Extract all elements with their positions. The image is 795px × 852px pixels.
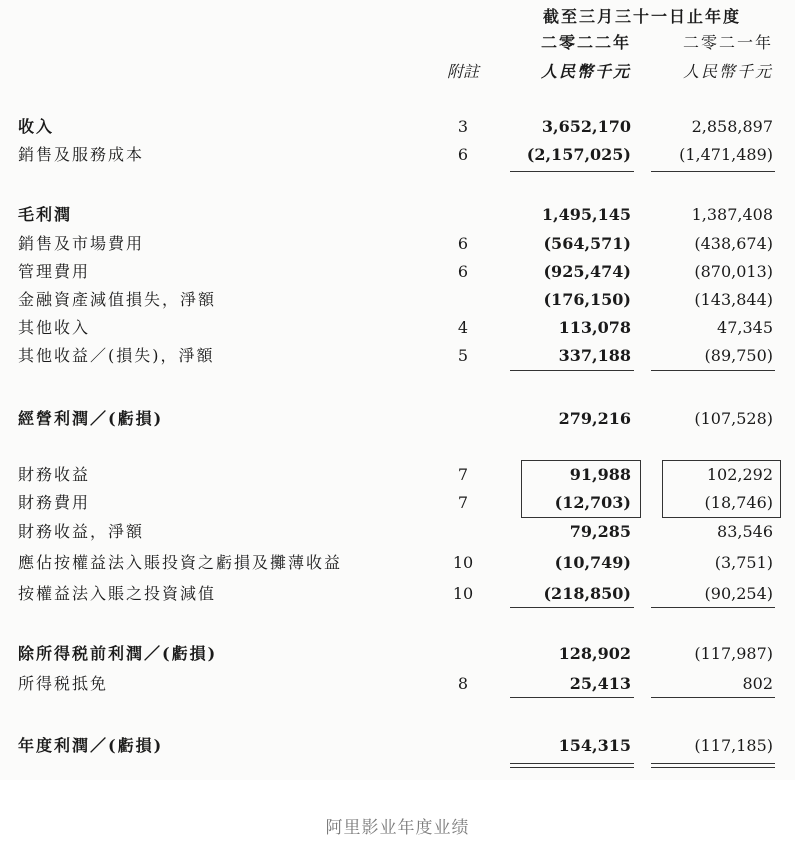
row-value-2022: 128,902	[558, 644, 631, 663]
row-label: 除所得税前利潤／(虧損)	[18, 644, 218, 663]
row-value-2022: 91,988	[569, 465, 631, 484]
row-value-2022: 113,078	[558, 318, 631, 337]
row-value-2021: (3,751)	[714, 553, 773, 572]
row-value-2022: (925,474)	[543, 262, 631, 281]
note-header: 附註	[446, 62, 479, 81]
row-value-2021: (107,528)	[694, 409, 773, 428]
period-header: 截至三月三十一日止年度	[542, 7, 741, 26]
subtotal-rule-2021	[651, 697, 775, 698]
row-value-2021: 102,292	[706, 465, 773, 484]
row-note: 7	[457, 465, 469, 484]
col-2021-header: 二零二一年	[682, 33, 773, 52]
row-label: 其他收益／(損失)，淨額	[18, 346, 215, 365]
caption: 阿里影业年度业绩	[325, 818, 470, 838]
row-label: 年度利潤／(虧損)	[18, 736, 164, 755]
subtotal-rule-2021	[651, 171, 775, 172]
subtotal-rule-2021	[651, 370, 775, 371]
row-label: 所得税抵免	[18, 674, 109, 693]
row-value-2021: (18,746)	[704, 493, 773, 512]
finance-box-2022	[521, 460, 641, 518]
row-value-2022: (564,571)	[543, 234, 631, 253]
row-label: 毛利潤	[18, 205, 73, 224]
row-value-2022: (2,157,025)	[526, 145, 631, 164]
subtotal-rule-2022	[510, 370, 634, 371]
row-value-2021: 83,546	[717, 522, 773, 541]
row-label: 管理費用	[18, 262, 91, 281]
row-label: 財務收益，淨額	[18, 522, 145, 541]
unit-2021-header: 人民幣千元	[682, 62, 773, 81]
row-note: 6	[457, 262, 469, 281]
row-value-2022: 79,285	[569, 522, 631, 541]
unit-2022-header: 人民幣千元	[540, 62, 631, 81]
row-label: 銷售及服務成本	[18, 145, 145, 164]
row-note: 5	[457, 346, 469, 365]
row-value-2021: (870,013)	[694, 262, 773, 281]
row-value-2021: (438,674)	[694, 234, 773, 253]
row-label: 收入	[18, 117, 55, 136]
row-value-2021: 2,858,897	[691, 117, 773, 136]
row-value-2021: (117,987)	[694, 644, 773, 663]
subtotal-rule-2022	[510, 171, 634, 172]
total-double-rule-2021	[651, 763, 775, 764]
row-value-2021: 1,387,408	[691, 205, 773, 224]
row-label: 應佔按權益法入賬投資之虧損及攤薄收益	[18, 553, 343, 572]
row-value-2022: 1,495,145	[541, 205, 631, 224]
row-value-2022: (176,150)	[543, 290, 631, 309]
subtotal-rule-2022	[510, 697, 634, 698]
row-label: 財務收益	[18, 465, 91, 484]
row-value-2022: 154,315	[558, 736, 631, 755]
subtotal-rule-2021	[651, 607, 775, 608]
row-value-2021: (90,254)	[704, 584, 773, 603]
row-note: 10	[452, 584, 474, 603]
row-value-2021: (1,471,489)	[679, 145, 773, 164]
row-note: 10	[452, 553, 474, 572]
row-value-2021: 47,345	[717, 318, 773, 337]
row-value-2022: 279,216	[558, 409, 631, 428]
row-value-2022: (12,703)	[554, 493, 631, 512]
row-value-2022: 3,652,170	[541, 117, 631, 136]
row-label: 金融資產減值損失，淨額	[18, 290, 217, 309]
row-value-2022: (10,749)	[554, 553, 631, 572]
row-note: 3	[457, 117, 469, 136]
row-value-2021: (117,185)	[694, 736, 773, 755]
row-value-2022: (218,850)	[543, 584, 631, 603]
finance-box-2021	[662, 460, 781, 518]
row-label: 財務費用	[18, 493, 91, 512]
row-label: 其他收入	[18, 318, 91, 337]
row-note: 6	[457, 234, 469, 253]
row-value-2021: (89,750)	[704, 346, 773, 365]
total-double-rule-2021	[651, 767, 775, 768]
col-2022-header: 二零二二年	[540, 33, 631, 52]
row-value-2021: 802	[742, 674, 773, 693]
row-label: 經營利潤／(虧損)	[18, 409, 164, 428]
row-note: 4	[457, 318, 469, 337]
row-label: 按權益法入賬之投資減值	[18, 584, 217, 603]
row-note: 6	[457, 145, 469, 164]
row-note: 7	[457, 493, 469, 512]
subtotal-rule-2022	[510, 607, 634, 608]
total-double-rule-2022	[510, 767, 634, 768]
row-label: 銷售及市場費用	[18, 234, 145, 253]
row-value-2021: (143,844)	[694, 290, 773, 309]
row-value-2022: 25,413	[569, 674, 631, 693]
total-double-rule-2022	[510, 763, 634, 764]
row-value-2022: 337,188	[558, 346, 631, 365]
row-note: 8	[457, 674, 469, 693]
